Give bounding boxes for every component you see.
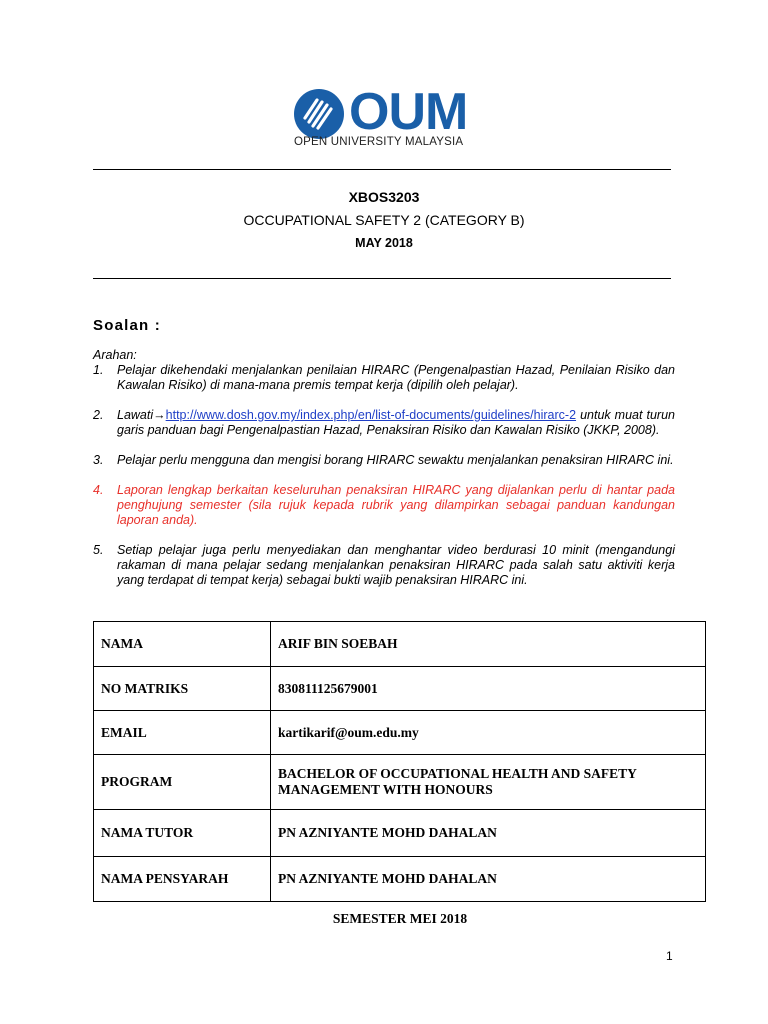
instruction-text: [117, 408, 675, 438]
instruction-list: [93, 363, 675, 603]
header-rule-top: [93, 169, 671, 170]
page-number: 1: [666, 949, 673, 963]
instruction-number: 3.: [93, 453, 104, 467]
arahan-label: Arahan:: [93, 348, 137, 362]
table-row: [94, 857, 706, 902]
instruction-number: 1.: [93, 363, 104, 377]
table-label-cell: NAMA: [94, 622, 271, 667]
instruction-prefix: Lawati→: [117, 408, 166, 422]
soalan-heading: Soalan :: [93, 317, 161, 334]
hirarc-guideline-link[interactable]: http://www.dosh.gov.my/index.php/en/list-of-documents/guidelines/hirarc-2: [165, 408, 577, 422]
header-rule-bottom: [93, 278, 671, 279]
table-label-cell: NO MATRIKS: [94, 667, 271, 711]
instruction-suffix: untuk muat turun garis panduan bagi Pengenalpastian Hazad, Penaksiran Risiko dan Kawalan Risiko (JKKP, 2008).: [117, 408, 675, 437]
table-label-cell: NAMA PENSYARAH: [94, 857, 271, 902]
table-value-cell: BACHELOR OF OCCUPATIONAL HEALTH AND SAFETY MANAGEMENT WITH HONOURS: [271, 755, 706, 810]
oum-logo-mark-icon: [293, 88, 345, 140]
logo-subtitle: OPEN UNIVERSITY MALAYSIA: [294, 136, 464, 148]
instruction-item: [93, 453, 675, 468]
table-value-cell: kartikarif@oum.edu.my: [271, 711, 706, 755]
table-row: [94, 810, 706, 857]
semester-caption: SEMESTER MEI 2018: [332, 911, 468, 926]
instruction-number: 4.: [93, 483, 104, 497]
course-code: XBOS3203: [348, 189, 420, 205]
instruction-number: 2.: [93, 408, 104, 422]
instruction-text: Pelajar perlu mengguna dan mengisi borang HIRARC sewaktu menjalankan penaksiran HIRARC ini.: [117, 453, 674, 467]
table-label-cell: NAMA TUTOR: [94, 810, 271, 857]
table-row: [94, 622, 706, 667]
logo-wordmark: OUM: [349, 83, 468, 141]
instruction-text: Laporan lengkap berkaitan keseluruhan penaksiran HIRARC yang dijalankan perlu di hantar pada penghujung semester (sila rujuk kepada rubrik yang dilampirkan sebagai panduan kandungan laporan anda).: [117, 483, 675, 527]
table-value-cell: PN AZNIYANTE MOHD DAHALAN: [271, 810, 706, 857]
table-value-cell: 830811125679001: [271, 667, 706, 711]
table-label-cell: PROGRAM: [94, 755, 271, 810]
table-value-cell: ARIF BIN SOEBAH: [271, 622, 706, 667]
table-row: [94, 667, 706, 711]
instruction-text: Setiap pelajar juga perlu menyediakan dan menghantar video berdurasi 10 minit (mengandungi rakaman di mana pelajar sedang menjalankan penaksiran HIRARC pada salah satu aktiviti kerja yang terdapat di tempat kerja) sebagai bukti wajib penaksiran HIRARC ini.: [117, 543, 675, 587]
course-title: OCCUPATIONAL SAFETY 2 (CATEGORY B): [243, 212, 525, 228]
table-value-cell: PN AZNIYANTE MOHD DAHALAN: [271, 857, 706, 902]
instruction-number: 5.: [93, 543, 104, 557]
instruction-item-highlighted: [93, 483, 675, 528]
table-row: [94, 755, 706, 810]
instruction-item: [93, 408, 675, 438]
instruction-text: Pelajar dikehendaki menjalankan penilaian HIRARC (Pengenalpastian Hazad, Penilaian Risiko dan Kawalan Risiko) di mana-mana premis tempat kerja (dipilih oleh pelajar).: [117, 363, 675, 392]
student-info-table: [93, 621, 706, 902]
table-label-cell: EMAIL: [94, 711, 271, 755]
instruction-item: [93, 543, 675, 588]
table-row: [94, 711, 706, 755]
oum-logo: [293, 83, 483, 154]
instruction-item: [93, 363, 675, 393]
session-label: MAY 2018: [355, 236, 413, 250]
